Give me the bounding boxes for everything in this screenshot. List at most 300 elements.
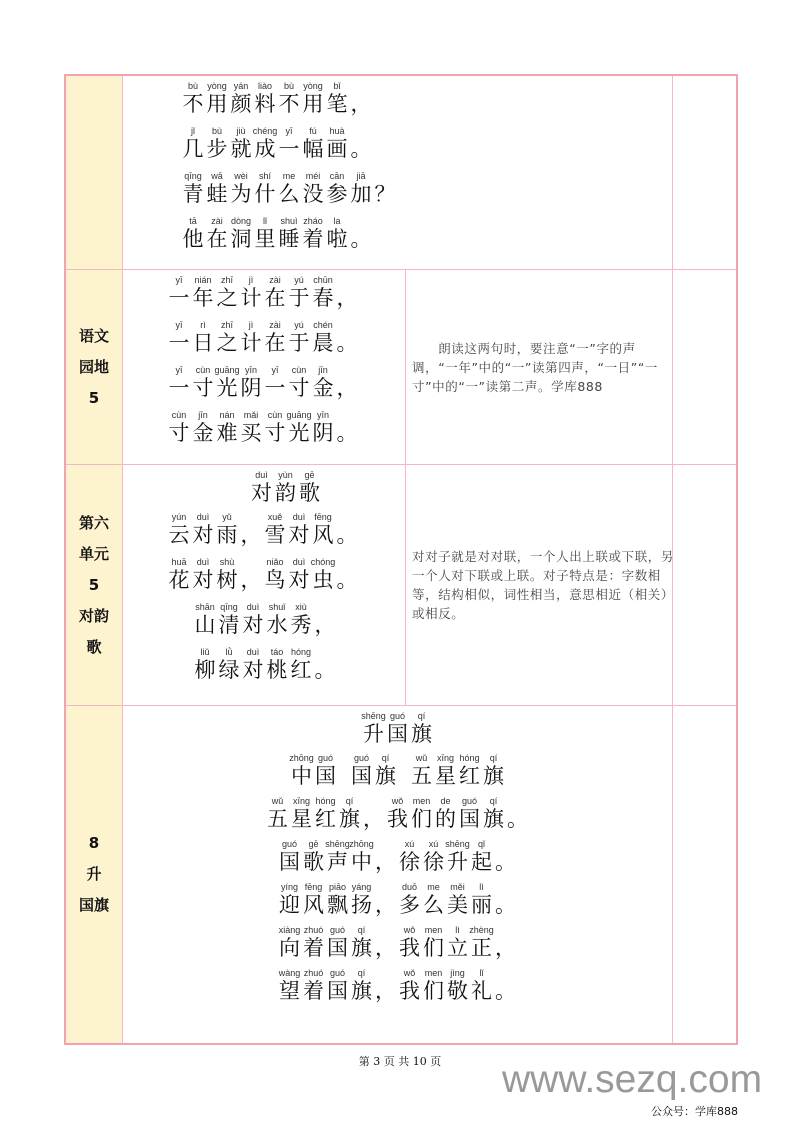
pinyin: zhuó [303,968,324,978]
pinyin: duì [246,602,260,612]
pinyin: duì [196,557,210,567]
char [191,556,215,592]
hanzi: 红 [315,807,336,831]
char [374,881,398,917]
poem-line [167,511,404,547]
char [325,215,349,251]
hanzi: 中 [291,764,312,788]
char [287,409,311,445]
pinyin: qīng [220,602,238,612]
hanzi: 用 [302,92,324,116]
pinyin: jīn [198,410,208,420]
hanzi: 年 [192,286,214,310]
note-text: 朗读这两句时，要注意“一”字的声调，“一年”中的“一”读第四声，“一日”“一寸”中的“一”读第二声。学库888 [412,340,659,394]
char [326,967,350,1003]
pinyin: gē [304,470,315,480]
pinyin: bù [187,81,198,91]
char [278,967,302,1003]
hanzi: 。 [507,807,528,831]
hanzi: 蛙 [206,182,228,206]
hanzi: 啦 [326,227,348,251]
hanzi: 没 [302,182,324,206]
pinyin: hóng [459,753,480,763]
hanzi: 一 [168,376,190,400]
char [266,795,290,831]
row-label-1 [66,76,123,269]
hanzi: 于 [288,286,310,310]
pinyin: yī [175,275,183,285]
hanzi: 什 [254,182,276,206]
pinyin: hóng [315,796,336,806]
pinyin: chūn [313,275,333,285]
hanzi: 光 [216,376,238,400]
pinyin: qí [489,753,498,763]
pinyin: wǒ [403,925,416,935]
hanzi: 国 [351,764,372,788]
pinyin: zhōng [349,839,374,849]
pinyin: liào [257,81,272,91]
hanzi: 么 [423,893,444,917]
hanzi: 寸 [168,421,190,445]
pinyin: guó [329,925,346,935]
hanzi: 一 [168,286,190,310]
pinyin: lì [455,925,460,935]
char [494,838,518,874]
hanzi: 五 [411,764,432,788]
hanzi: 旗 [339,807,360,831]
hanzi: ？ [374,182,396,206]
char [494,881,518,917]
pinyin: xú [404,839,415,849]
hanzi: 幅 [302,137,324,161]
char [374,838,398,874]
hanzi: 对 [192,523,214,547]
hanzi: ， [375,893,396,917]
label-text: 升 [86,865,102,883]
char [263,511,287,547]
char [229,125,253,161]
char [470,838,494,874]
hanzi: 中 [351,850,372,874]
hanzi: 买 [240,421,262,445]
char [191,274,215,310]
char [311,364,335,400]
pinyin: nián [194,275,212,285]
char [314,752,338,788]
pinyin: chéng [252,126,278,136]
hanzi: 。 [336,568,358,592]
pinyin: piāo [328,882,346,892]
hanzi: 立 [447,936,468,960]
pinyin: yú [294,320,304,330]
char [239,274,263,310]
hanzi: 红 [290,658,312,682]
char [263,556,287,592]
pinyin: wǒ [403,968,416,978]
hanzi: 。 [350,137,372,161]
hanzi: 旗 [375,764,396,788]
char [193,601,217,637]
hanzi: 洞 [230,227,252,251]
pinyin: chóng [310,557,336,567]
hanzi: 料 [254,92,276,116]
char [470,924,494,960]
hanzi: 向 [279,936,300,960]
hanzi: 国 [279,850,300,874]
hanzi: 笔 [326,92,348,116]
pinyin: yī [271,365,279,375]
char [302,838,326,874]
pinyin: xiù [295,602,307,612]
pinyin: zài [211,216,223,226]
hanzi: 国 [459,807,480,831]
pinyin: fēng [314,512,332,522]
pinyin: shēng [445,839,470,849]
pinyin: yán [233,81,249,91]
hanzi: 雨 [216,523,238,547]
pinyin: tā [189,216,197,226]
hanzi: 在 [264,286,286,310]
pinyin: mǎi [243,410,259,420]
char [229,80,253,116]
hanzi: 们 [423,979,444,1003]
char [410,752,434,788]
poem-cell-3 [123,465,404,705]
hanzi: 在 [264,331,286,355]
char [374,924,398,960]
poem-line [167,364,404,400]
pinyin: fēng [304,882,323,892]
hanzi: 么 [278,182,300,206]
pinyin: lì [479,882,484,892]
note-text: 对对子就是对对联，一个人出上联或下联，另一个人对下联或上联。对子特点是：字数相等，结构相似，词性相当，意思相近（相关）或相反。 [412,549,675,621]
hanzi: 对 [242,658,264,682]
hanzi: 光 [288,421,310,445]
pinyin: qí [345,796,354,806]
char [253,125,277,161]
char [335,556,359,592]
char [325,80,349,116]
pinyin: huā [171,557,187,567]
pinyin: qí [489,796,498,806]
hanzi: 雪 [264,523,286,547]
pinyin: qí [417,711,426,721]
char [350,881,374,917]
pinyin: de [440,796,451,806]
pinyin: yáng [351,882,372,892]
char [205,80,229,116]
pinyin: guó [329,968,346,978]
pinyin: táo [270,647,284,657]
pinyin: shēng [325,839,350,849]
hanzi: 睡 [278,227,300,251]
pinyin: cān [329,171,345,181]
hanzi: 参 [326,182,348,206]
hanzi: 徐 [423,850,444,874]
char [191,364,215,400]
poem-line [193,601,404,637]
char [289,601,313,637]
hanzi: 。 [336,421,358,445]
hanzi: 我 [399,979,420,1003]
pinyin: yùn [278,470,293,480]
hanzi: 旗 [351,979,372,1003]
hanzi: 他 [182,227,204,251]
pinyin: jì [248,320,254,330]
char [301,215,325,251]
hanzi: 旗 [483,764,504,788]
pinyin: dòng [230,216,252,226]
poem-line [123,838,672,874]
poem-line [167,409,404,445]
hanzi: 桃 [266,658,288,682]
hanzi: 不 [182,92,204,116]
pinyin: yòng [303,81,323,91]
hanzi: 。 [336,331,358,355]
pinyin: yī [175,365,183,375]
pinyin: yún [171,512,187,522]
pinyin: zhèng [469,925,494,935]
pinyin: zài [269,320,281,330]
pinyin: duì [292,557,306,567]
char [374,967,398,1003]
char [374,752,398,788]
char [362,795,386,831]
char [298,469,322,505]
char [263,274,287,310]
pinyin: yǔ [222,512,232,522]
hanzi: 之 [216,286,238,310]
char [326,881,350,917]
hanzi: 成 [254,137,276,161]
hanzi: 升 [363,722,384,746]
pinyin: chén [313,320,333,330]
pinyin: shí [258,171,271,181]
hanzi: 山 [194,613,216,637]
hanzi: 国 [327,979,348,1003]
hanzi: 春 [312,286,334,310]
label-text: 8 [88,834,100,852]
hanzi: 日 [192,331,214,355]
hanzi: 一 [264,376,286,400]
char [470,881,494,917]
hanzi: 敬 [447,979,468,1003]
poem-line [167,319,404,355]
notes-divider [405,270,406,705]
char [167,556,191,592]
char [338,795,362,831]
hanzi: 。 [314,658,336,682]
pinyin: xuě [267,512,283,522]
hanzi: ， [375,850,396,874]
poem-line [167,274,404,310]
char [215,556,239,592]
pinyin: cùn [195,365,211,375]
char [278,838,302,874]
pinyin: jiā [356,171,366,181]
char [506,795,530,831]
poem-line [167,556,404,592]
row-label-4 [66,706,123,1043]
char [241,646,265,682]
hanzi: 对 [251,481,272,505]
poem-line [181,80,671,116]
poem-line [181,215,671,251]
char [349,170,373,206]
pinyin: guó [389,711,406,721]
char [446,924,470,960]
pinyin: yíng [280,882,298,892]
hanzi: 金 [192,421,214,445]
char [311,409,335,445]
char [205,125,229,161]
pinyin: yī [285,126,293,136]
pinyin: qí [381,753,390,763]
hanzi: 扬 [351,893,372,917]
pinyin: guó [461,796,478,806]
char [301,80,325,116]
page-number: 第 3 页 共 10 页 [358,1055,442,1068]
char [290,795,314,831]
pinyin: yīn [316,410,329,420]
pinyin: zhī [220,320,233,330]
hanzi: 对 [288,568,310,592]
hanzi: 的 [435,807,456,831]
char [482,795,506,831]
pinyin: shù [219,557,235,567]
hanzi: 风 [312,523,334,547]
char [229,170,253,206]
char [470,967,494,1003]
char [193,646,217,682]
char [398,924,422,960]
hanzi: ， [314,613,336,637]
char [278,881,302,917]
pinyin: yīn [244,365,257,375]
char [326,838,350,874]
pinyin: shuì [280,216,298,226]
pinyin: duō [401,882,418,892]
char [167,409,191,445]
label-text: 单元 [78,544,109,563]
char [241,601,265,637]
hanzi: 水 [266,613,288,637]
label-text: 园地 [78,357,109,376]
char [239,364,263,400]
poem-cell-4 [123,706,672,1043]
char [325,125,349,161]
hanzi: 。 [336,523,358,547]
pinyin: duì [196,512,210,522]
pinyin: fú [309,126,317,136]
hanzi: 星 [435,764,456,788]
hanzi: 加 [350,182,372,206]
hanzi: 旗 [411,722,432,746]
hanzi: 升 [447,850,468,874]
hanzi: ， [495,936,516,960]
hanzi: 礼 [471,979,492,1003]
char [277,215,301,251]
hanzi: 画 [326,137,348,161]
char [458,752,482,788]
pinyin: yī [175,320,183,330]
char [253,80,277,116]
hanzi: 绿 [218,658,240,682]
char [217,601,241,637]
char [398,838,422,874]
pinyin: bù [211,126,222,136]
hanzi: 们 [411,807,432,831]
poem-cell-1 [123,76,671,269]
hanzi: 着 [302,227,324,251]
pinyin: jìng [450,968,465,978]
char [181,170,205,206]
pinyin: wǒ [391,796,404,806]
pinyin: duì [246,647,260,657]
hanzi: 徐 [399,850,420,874]
char [311,556,335,592]
label-text: 5 [88,575,100,594]
pinyin: shān [195,602,215,612]
char [349,215,373,251]
char [239,511,263,547]
hanzi: 着 [303,979,324,1003]
pinyin: wā [211,171,223,181]
hanzi: 秀 [290,613,312,637]
char [422,924,446,960]
char [350,924,374,960]
hanzi: 寸 [288,376,310,400]
hanzi: 丽 [471,893,492,917]
char [446,967,470,1003]
hanzi: 红 [459,764,480,788]
char [311,511,335,547]
hanzi: 柳 [194,658,216,682]
pinyin: me [427,882,440,892]
char [434,795,458,831]
char [263,319,287,355]
hanzi: 清 [218,613,240,637]
pinyin: me [282,171,296,181]
char [302,881,326,917]
hanzi: 里 [254,227,276,251]
pinyin: guāng [286,410,312,420]
char [205,215,229,251]
hanzi: 就 [230,137,252,161]
hanzi: 。 [495,850,516,874]
char [239,319,263,355]
char [167,274,191,310]
char [482,752,506,788]
char [229,215,253,251]
hanzi: 青 [182,182,204,206]
char [446,838,470,874]
pinyin: gē [308,839,319,849]
char [350,838,374,874]
right-column-divider [672,76,673,1043]
pinyin: bǐ [333,81,341,91]
char [205,170,229,206]
pinyin: guó [281,839,298,849]
char [349,125,373,161]
hanzi: 一 [168,331,190,355]
label-text: 歌 [86,637,102,656]
hanzi: 们 [423,936,444,960]
pinyin: qí [357,925,366,935]
char [410,795,434,831]
hanzi: 起 [471,850,492,874]
row-label-3 [66,465,123,705]
